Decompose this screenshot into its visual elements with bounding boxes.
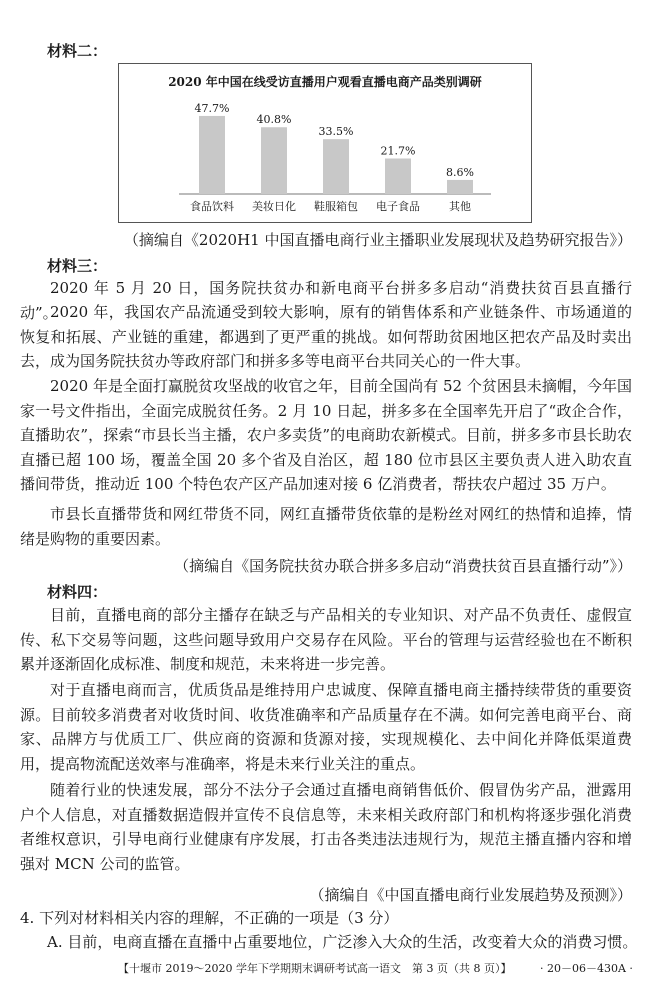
page-footer: 【十堰市 2019～2020 学年下学期期末调研考试高一语文 第 3 页（共 8 页）】 [118,962,512,975]
material3-heading: 材料三： [47,257,108,275]
x-tick-label: 电子食品 [376,200,420,213]
bar-1 [199,116,225,194]
material2-heading: 材料二： [47,42,108,60]
material4-paragraph-3: 随着行业的快速发展，部分不法分子会通过直播电商销售低价、假冒伪劣产品，泄露用户个人信息，对直播数据造假并宣传不良信息等，未来相关政府部门和机构将逐步强化消费者维权意识，引导电商行业健康有序发展，打击各类违法违规行为，规范主播直播内容和增强对 MCN 公司的监管。 [20,781,632,873]
material2-source: （摘编自《2020H1 中国直播电商行业主播职业发展现状及趋势研究报告》） [123,231,632,249]
material3-paragraph-2: 2020 年，我国农产品流通受到较大影响，原有的销售体系和产业链条件、市场通道的恢复和拓展、产业链的重建，都遇到了更严重的挑战。如何帮助贫困地区把农产品及时卖出去，成为国务院扶贫办等政府部门和拼多多等电商平台共同关心的一件大事。 [20,303,632,370]
bar-4 [385,158,411,194]
material3-paragraph-4: 市县长直播带货和网红带货不同，网红直播带货依靠的是粉丝对网红的热情和追捧，情绪是购物的重要因素。 [20,505,632,548]
x-tick-label: 美妆日化 [252,200,296,213]
bar-5 [447,180,473,194]
bar-value-label: 47.7% [194,101,230,115]
material4-source: （摘编自《中国直播电商行业发展趋势及预测》） [309,886,632,904]
bar-chart [118,63,532,223]
question-stem: 4. 下列对材料相关内容的理解，不正确的一项是（3 分） [20,909,399,927]
bar-chart-svg [119,64,531,222]
bar-value-label: 21.7% [380,144,416,158]
material3-source: （摘编自《国务院扶贫办联合拼多多启动“消费扶贫百县直播行动”》） [174,557,632,575]
x-tick-label: 其他 [449,200,471,213]
question-option-a: A. 目前，电商直播在直播中占重要地位，广泛渗入大众的生活，改变着大众的消费习惯。 [47,933,638,951]
x-tick-label: 鞋服箱包 [314,200,358,213]
chart-title: 2020 年中国在线受访直播用户观看直播电商产品类别调研 [168,75,482,89]
material3-paragraph-3: 2020 年是全面打赢脱贫攻坚战的收官之年，目前全国尚有 52 个贫困县未摘帽，今年国家一号文件指出，全面完成脱贫任务。2 月 10 日起，拼多多在全国率先开启了“政企合作，直播助农”，探索“市县长当主播，农户多卖货”的电商助农新模式。目前，拼多多市县长助农直播已超 100 场，覆盖全国 20 多个省及自治区，超 180 位市县区主要负责人进入助农直播间带货，推动近 100 个特色农产区产品加速对接 6 亿消费者，帮扶农户超过 35 万户。 [20,377,632,493]
material4-paragraph-1: 目前，直播电商的部分主播存在缺乏与产品相关的专业知识、对产品不负责任、虚假宣传、私下交易等问题，这些问题导致用户交易存在风险。平台的管理与运营经验也在不断积累并逐渐固化成标准、制度和规范，未来将进一步完善。 [20,606,632,673]
bar-value-label: 40.8% [256,113,292,127]
material4-paragraph-2: 对于直播电商而言，优质货品是维持用户忠诚度、保障直播电商主播持续带货的重要资源。目前较多消费者对收货时间、收货准确率和产品质量存在不满。如何完善电商平台、商家、品牌方与优质工厂、供应商的资源和货源对接，实现规模化、去中间化并降低渠道费用，提高物流配送效率与准确率，将是未来行业关注的重点。 [20,681,632,773]
page-code: · 20－06－430A · [540,962,633,975]
material3-paragraph-1: 2020 年 5 月 20 日，国务院扶贫办和新电商平台拼多多启动“消费扶贫百县直播行动”。 [20,279,632,322]
bar-2 [261,127,287,194]
material4-heading: 材料四： [47,583,108,601]
bar-value-label: 8.6% [446,165,474,179]
bar-value-label: 33.5% [318,125,354,139]
bar-3 [323,139,349,194]
x-tick-label: 食品饮料 [190,200,234,213]
